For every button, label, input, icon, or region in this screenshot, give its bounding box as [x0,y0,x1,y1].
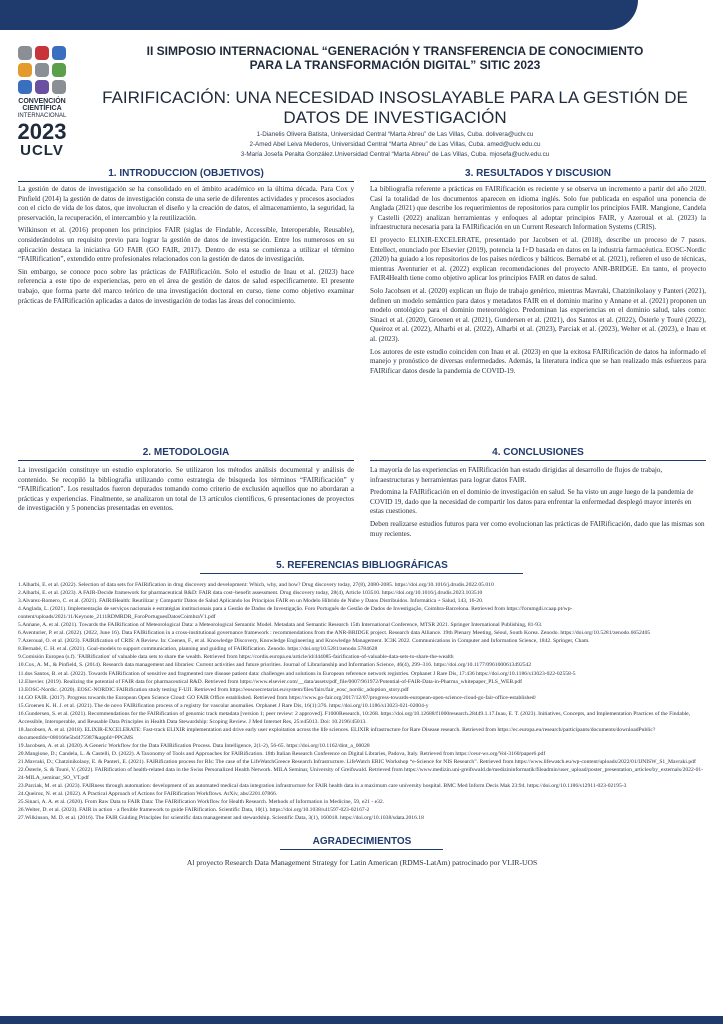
reference-item: 3.Alvarez-Romero, C. et al. (2021). FAIR4Health: Reutilizar y Compartir Datos de Salud Aplicando los Principios FAIR en un Modelo Híbrido de Nube y Datos Distribuidos. Informática + Salud, 143, 16-20. [18,598,484,605]
top-decorative-bar [0,0,723,30]
logo-org: UCLV [20,142,64,159]
reference-list [18,581,706,822]
reference-item: 22.Österle, S. & Touré, V. (2022). FAIRification of health-related data in the Swiss Personalized Health Network. MILA Seminar, University of Greifswald. Retrieved from https://www.medizin.uni-greifswald.de/medizininformatik/fileadmin/user_upload/poster_presentation_articles/by_externals/2022-01-24-MILA_seminar_SO_VT.pdf [18,767,704,782]
conclusions-paragraph: Deben realizarse estudios futuros para ver como evolucionan las prácticas de FAIRificación, dado que las mismas son muy recientes. [370,519,705,538]
acknowledgements-text: Al proyecto Research Data Management Strategy for Latin American (RDMS-LatAm) patrocinado por VLIR-UOS [186,858,538,867]
intro-paragraph: La gestión de datos de investigación se ha consolidado en el ámbito académico en la última década. Para Cox y Pinfield (2014) la gestión de datos de investigación consta de una serie de diferentes actividades y procesos asociados con el ciclo de vida de los datos, que involucran el diseño y la creación de datos, el almacenamiento, la seguridad, la preservación, la recuperación, el intercambio y la reutilización. [18,185,354,222]
logo-square [18,80,32,94]
poster-title [80,88,710,128]
section-divider-references [200,573,523,574]
reference-item: 9.Comisión Europea (s.f). 'FAIRification' of valuable data sets to share the wealth. Retrieved from https://cordis.europa.eu/article/id/444085-fairification-of-valuable-data-sets-to-share-the-wealth [18,654,454,661]
logo-square [35,80,49,94]
section-divider-methods [18,460,354,461]
reference-item: 8.Bernabé, C. H. et al. (2021). Goal-models to support communication, planning and guiding of FAIRification. Zenodo. https://doi.org/10.5281/zenodo.5784628 [18,646,378,653]
reference-item: 11.dos Santos, B. et al. (2022). Towards FAIRification of sensitive and fragmented rare disease patient data: challenges and solutions in European reference network registries. Orphanet J Rare Dis, 17:436 https://doi.org/10.1186/s13023-022-02558-5 [18,670,576,677]
section-divider-conclusions [370,460,706,461]
section-body-results [370,185,706,379]
logo-square [52,80,66,94]
symposium-line-2: PARA LA TRANSFORMACIÓN DIGITAL” SITIC 2023 [249,58,541,72]
section-title-conclusions: 4. CONCLUSIONES [492,447,584,458]
section-body-intro [18,185,354,309]
logo-square [52,63,66,77]
results-paragraph: El proyecto ELIXIR-EXCELERATE, presentado por Jacobsen et al. (2018), describe un proceso de 7 pasos. Entellect, enunciado por Elsevier (2019), potencia la I+D basada en datos en la industria farmacéutica. EOSC-Nordic (2020) ha guiado a los repositorios de los países nórdicos y bálticos. Bernabé et al. (2021), refieren el uso de técnicas, mientras Aventurier et al. (2022) explican recomendaciones del proyecto ANR-BRIDGE. En tanto, el proyecto FAIR4Health tiene como objetivo aplicar los principios FAIR en datos de salud. [370,235,706,283]
methods-paragraph: La investigación constituye un estudio exploratorio. Se utilizaron los métodos análisis documental y análisis de contenido. Se recopiló la bibliografía utilizando como estrategia de búsqueda los términos “FAIRificación” y “FAIRification”. Los resultados fueron depurados tomando como criterio de exclusión aquellos que no abordaran a prácticas y experiencias. Finalmente, se analizaron un total de 13 artículos científicos, 6 presentaciones de proyectos de investigación y 5 ponencias presentadas en eventos. [18,466,354,513]
bottom-decorative-bar [0,1016,723,1024]
logo-square [18,46,32,60]
conclusions-paragraph: Predomina la FAIRificación en el dominio de investigación en salud. Se ha visto un auge luego de la pandemia de COVID 19, dado que la necesidad de compartir los datos para enfrentar la enfermedad desplegó mayor interés en estas cuestiones. [370,488,694,516]
section-title-acknowledgements: AGRADECIMIENTOS [312,836,412,847]
author-3: 3-María Josefa Peralta González.Universidad Central “Marta Abreu” de Las Villas, Cuba. mjosefa@uclv.edu.cu [240,151,550,158]
section-body-methods [18,466,354,517]
section-title-intro: 1. INTRODUCCION (OBJETIVOS) [108,168,264,179]
reference-item: 26.Welter, D. et al. (2023). FAIR in action - a flexible framework to guide FAIRification. Scientific Data, 10(1). https://doi.org/10.1038/s41597-023-02167-2 [18,807,370,814]
reference-item: 2.Alharbi, E. et al. (2023). A FAIR-Decide framework for pharmaceutical R&D: FAIR data cost–benefit assessment. Drug discovery today, 28(4), Article 103510. https://doi.org/10.1016/j.drudis.2023.103510 [18,590,483,597]
author-1: 1-Dianelis Olivera Batista, Universidad Central “Marta Abreu” de Las Villas, Cuba. dolivera@uclv.cu [256,131,534,138]
author-2: 2-Amed Abel Leiva Mederos, Universidad Central “Marta Abreu” de Las Villas, Cuba. amed@uclv.edu.cu [249,141,541,148]
reference-item: 12.Elsevier. (2019). Realizing the potential of FAIR data for pharmaceutical R&D. Retrieved from https://www.elsevier.com/__data/assets/pdf_file/0007/961972/Potential-of-FAIR-Data-in-Pharma_whitepaper_PLS_WEB.pdf [18,678,522,685]
reference-item: 27.Wilkinson, M. D. et al. (2016). The FAIR Guiding Principles for scientific data management and stewardship. Scientific Data, 3(1), 160018. https://doi.org/10.1038/sdata.2016.18 [18,815,424,822]
reference-item: 15.Groenen K. H. J. et al. (2021). The de novo FAIRification process of a registry for vascular anomalies. Orphanet J Rare Dis, 16(1):376. https://doi.org/10.1186/s13023-021-02004-y [18,702,429,709]
reference-item: 10.Cox, A. M., & Pinfield, S. (2014). Research data management and libraries: Current activities and future priorities. Journal of Librarianship and Information Science, 46(4), 299–316. https://doi.org/10.1177/0961000613492542 [18,662,532,669]
logo-square [18,63,32,77]
logo-squares-icon [18,46,72,94]
reference-item: 20.Mangione, D.; Candela, L. & Castelli, D. (2022). A Taxonomy of Tools and Approaches for FAIRification. 18th Italian Research Conference on Digital Libraries, Padova, Italy. Retrieved from https://ceur-ws.org/Vol-3160/paper6.pdf [18,750,546,757]
logo-line-internacional: INTERNACIONAL [17,113,67,119]
reference-item: 6.Aventurier, P. et al. (2022). (2022, June 16). Data FAIRification in a cross-institutional governance framework : recommendations from the ANR-BRIDGE project. Research data Alliance. 19th Plenary Meeting, Séoul, South Korea. Zenodo. https://doi.org/10.5281/zenodo.6652405 [18,630,651,637]
convention-logo [12,46,72,158]
section-title-references: 5. REFERENCIAS BIBLIOGRÁFICAS [276,560,448,571]
section-divider-results [370,181,706,182]
reference-item: 7.Azeroual, O. et al. (2023). FAIRification of CRIS: A Review. In: Coenen, F., et al. Knowledge Discovery, Knowledge Engineering and Knowledge Management. IC3K 2022. Communications in Computer and Information Science, 1842. Springer, Cham. [18,638,590,645]
symposium-line-1: II SIMPOSIO INTERNACIONAL “GENERACIÓN Y TRANSFERENCIA DE CONOCIMIENTO [146,44,644,58]
reference-item: 14.GO FAIR. (2017). Progress towards the European Open Science Cloud: GO FAIR Office established. Retrieved from https://www.go-fair.org/2017/12/07/progress-towards-european-open-science-cloud-go-fair-office-established/ [18,694,537,701]
intro-paragraph: Sin embargo, se conoce poco sobre las prácticas de FAIRificación. Solo el estudio de Inau et al. (2023) hace referencia a este tipo de experiencias, pero en el área de gestión de datos de salud específicamente. El presente trabajo, que forma parte del marco teórico de una investigación doctoral en curso, tiene como objetivo examinar prácticas de FAIRificación aplicadas a datos de investigación de todas las áreas del conocimiento. [18,267,354,305]
section-title-results: 3. RESULTADOS Y DISCUSION [465,168,611,179]
reference-item: 25.Sinaci, A. A. et al. (2020). From Raw Data to FAIR Data: The FAIRification Workflow for Health Research. Methods of Information in Medicine, 59, e21 - e32. [18,799,385,806]
reference-item: 19.Jacobsen, A. et al. (2020). A Generic Workflow for the Data FAIRification Process. Data Intelligence, 2(1-2), 56-65. https://doi.org/10.1162/dint_a_00028 [18,742,370,749]
top-stripe-dark [0,0,638,30]
logo-line-convencion: CONVENCIÓN [18,98,66,105]
logo-square [35,63,49,77]
results-paragraph: La bibliografía referente a prácticas en FAIRificación es reciente y se observa un incremento a partir del año 2020. Casi la totalidad de los documentos aparecen en idioma inglés. Solo fue publicada en español una ponencia de Anglada (2021) que describe los requerimientos de repositorios para cumplir los principios FAIR. Mangione, Candela y Castelli (2022) analizan herramientas y enfoques al adoptar principios FAIR, y Azeroual et al. (2023) la infraestructura necesaria para la FAIRificación en un Current Research Information Systems (CRIS). [370,185,706,232]
logo-line-cientifica: CIENTÍFICA [22,105,62,112]
reference-item: 23.Parciak, M. et al. (2023). FAIRness through automation: development of an automated medical data integration infrastructure for FAIR health data in a maximum care university hospital. BMC Med Inform Decis Mak 23:94. https://doi.org/10.1186/s12911-023-02195-3 [18,783,627,790]
logo-year: 2023 [17,119,67,144]
reference-item: 16.Gundersen, S. et al. (2021). Recommendations for the FAIRification of genomic track metadata [version 1; peer review: 2 approved]. F1000Research, 10:268. https://doi.org/10.12688/f1000research.28449.1.17.Inau, E. T. (2023). Initiatives, Concepts, and Implementation Practices of the Findable, Accessible, Interoperable, and Reusable Data Principles in Health Data Stewardship: Scoping Review. J Med Internet Res, 25:e45013. Doi: 10.2196/45013. [18,710,691,725]
reference-item: 18.Jacobsen, A. et al. (2018). ELIXIR-EXCELERATE: Fast-track ELIXIR implementation and drive early user exploitation across the life sciences. ELIXIR infrastructure for Rare Disease research. Retrieved from https://ec.europa.eu/research/participants/documents/downloadPublic?documentIds=080166e5bd475987&appId=PPGMS [18,726,656,741]
logo-square [52,46,66,60]
reference-item: 13.EOSC-Nordic. (2020). EOSC-NORDIC FAIRification study testing F-UJI. Retrieved from https://eoscsecretariat.eu/system/files/fairs/fair_eosc_nordic_adoption_story.pdf [18,686,409,693]
section-divider-intro [18,181,354,182]
conclusions-paragraph: La mayoría de las experiencias en FAIRificación han estado dirigidas al desarrollo de flujos de trabajo, infraestructuras y herramientas para lograr datos FAIR. [370,466,663,484]
section-body-conclusions [370,466,706,542]
intro-paragraph: Wilkinson et al. (2016) proponen los principios FAIR (siglas de Findable, Accessible, Interoperable, Reusable), considerándolos un requisito previo para lograr la gestión de datos de investigación. Entre los numerosos en su aplicación destaca la iniciativa GO FAIR (GO FAIR, 2017). Dentro de esta se comienza a utilizar el término “FAIRification”, extendido entre profesionales relacionados con la gestión de datos de investigación. [18,226,354,264]
reference-item: 1.Alharbi, E. et al. (2022). Selection of data sets for FAIRification in drug discovery and development: Which, why, and how? Drug discovery today, 27(8), 2080-2085. https://doi.org/10.1016/j.drudis.2022.05.010 [18,582,494,588]
author-list [80,130,710,160]
logo-square [35,46,49,60]
reference-item: 4.Anglada, L. (2021). Implementação de serviços nacionais e estratégias institucionais para a Gestão de Dados de Investigação. Foro Português de Gestão de Dados de Investigação, Coimbra-Barcelona. Retrieved from https://forumgdi.rcaap.pt/wp-content/uploads/2021/11/Keynote_2111RDMRDR_ForoPortuguesDatosCoimbraV1.pdf [18,606,573,621]
poster-title-line-2: DATOS DE INVESTIGACIÓN [283,108,507,127]
reference-item: 5.Annane, A. et al. (2021). Towards the FAIRification of Meteorological Data: a Meteorological Semantic Model. Metadata and Semantic Research 15th International Conference, MTSR 2021. Springer International Publishing, 81-93. [18,622,543,629]
results-paragraph: Los autores de este estudio coinciden con Inau et al. (2023) en que la exitosa FAIRificación de datos ha informado el manejo y pronóstico de diversas enfermedades. Además, la literatura indica que se han realizado más esfuerzos para FAIRificar datos desde la pandemia de COVID-19. [370,347,706,375]
reference-item: 24.Queiroz, N. et al. (2022). A Practical Approach of Actions for FAIRification Workflows. ArXiv, abs/2201.07866. [18,791,278,798]
poster-title-line-1: FAIRIFICACIÓN: UNA NECESIDAD INSOSLAYABLE PARA LA GESTIÓN DE [102,88,688,107]
section-title-methods: 2. METODOLOGIA [142,447,230,458]
results-paragraph: Solo Jacobsen et al. (2020) explican un flujo de trabajo genérico, mientras Mavraki, Chatzinikolaoy y Panteri (2021), definen un modelo semántico para datos y metadatos FAIR en el dominio marino y Annane et al. (2021) proponen un modelo ontológico para el dominio meteorológico. Predominan las experiencias en el dominio salud, tales como: Sinaci et al. (2020), Groenen et al. (2021), Gundersen et al. (2021), dos Santos et al. (2022), Österle y Touré (2022), Queiroz et al. (2022), Alharbi et al. (2022), Alharbi et al. (2023), Parciak et al. (2023), Welter et al. (2023), e Inau et al. (2023). [370,286,706,343]
logo-text [12,98,72,158]
symposium-title [80,44,710,72]
section-divider-acknowledgements [280,849,443,850]
reference-item: 21.Mavraki, D.; Chatzinikolaoy, E. & Panteri, E. (2021). FAIRification process for RIs: The case of the LifeWatchGreece Research Infrastructure. LifeWatch ERIC Workshop “e-Science for NIS Research”. Retrieved from https://www.lifewatch.eu/wp-content/uploads/2022/01/IJNISW_S1_Mavraki.pdf [18,759,696,766]
